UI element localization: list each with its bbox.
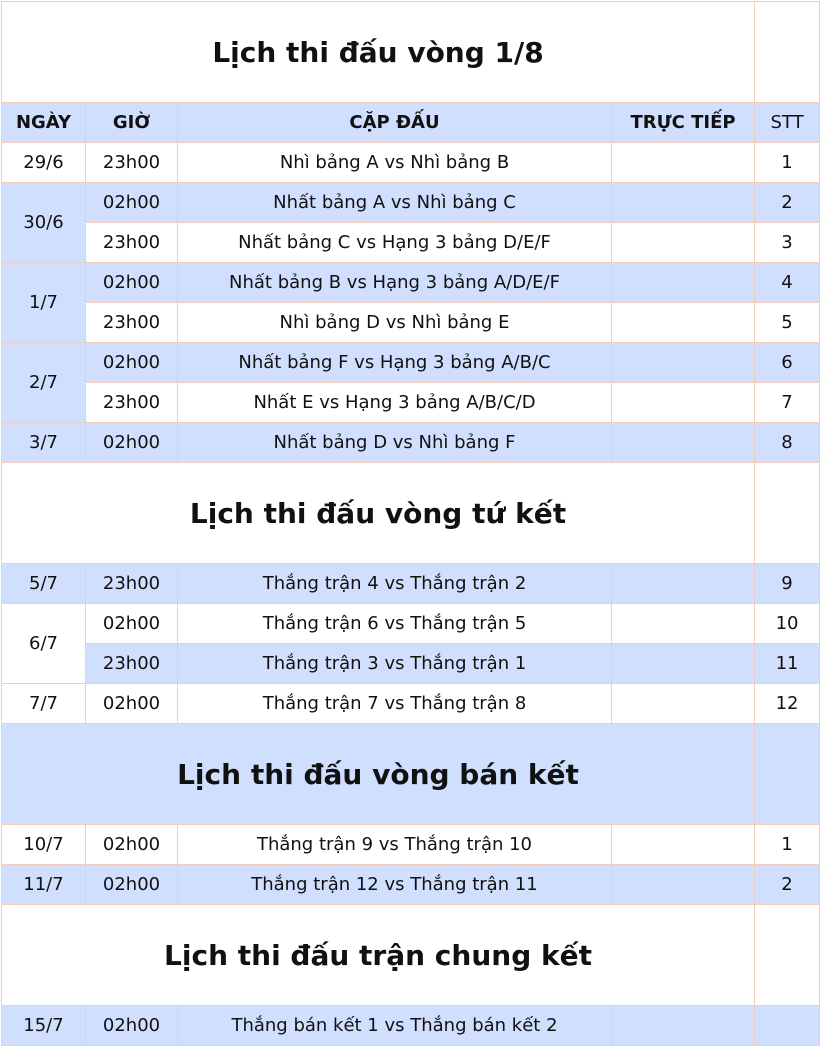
cell-time: 02h00: [86, 1006, 178, 1046]
cell-match: Nhất bảng B vs Hạng 3 bảng A/D/E/F: [178, 263, 612, 303]
cell-day: 15/7: [2, 1006, 86, 1046]
header-live: TRỰC TIẾP: [612, 103, 755, 143]
cell-time: 02h00: [86, 684, 178, 724]
cell-live: [612, 644, 755, 684]
cell-stt: 10: [755, 604, 820, 644]
cell-day: 1/7: [2, 263, 86, 343]
table-row: [2, 564, 820, 604]
cell-match: Nhì bảng D vs Nhì bảng E: [178, 303, 612, 343]
table-row: [2, 644, 820, 684]
cell-match: Nhất bảng C vs Hạng 3 bảng D/E/F: [178, 223, 612, 263]
table-row: [2, 825, 820, 865]
cell-time: 02h00: [86, 263, 178, 303]
cell-match: Nhất bảng A vs Nhì bảng C: [178, 183, 612, 223]
cell-time: 02h00: [86, 183, 178, 223]
header-match: CẶP ĐẤU: [178, 103, 612, 143]
cell-live: [612, 223, 755, 263]
cell-stt: 6: [755, 343, 820, 383]
cell-day: 2/7: [2, 343, 86, 423]
cell-time: 23h00: [86, 644, 178, 684]
cell-day: 5/7: [2, 564, 86, 604]
section-title-row: [2, 2, 820, 103]
cell-match: Nhì bảng A vs Nhì bảng B: [178, 143, 612, 183]
section-title-qf: Lịch thi đấu vòng tứ kết: [2, 463, 755, 564]
cell-live: [612, 143, 755, 183]
table-row: [2, 223, 820, 263]
cell-live: [612, 183, 755, 223]
cell-day: 30/6: [2, 183, 86, 263]
cell-live: [612, 263, 755, 303]
cell-time: 02h00: [86, 865, 178, 905]
cell-day: 10/7: [2, 825, 86, 865]
cell-live: [612, 825, 755, 865]
schedule-table: [1, 1, 820, 1046]
cell-match: Thắng trận 3 vs Thắng trận 1: [178, 644, 612, 684]
cell-match: Thắng trận 4 vs Thắng trận 2: [178, 564, 612, 604]
cell-time: 23h00: [86, 303, 178, 343]
section-title-final: Lịch thi đấu trận chung kết: [2, 905, 755, 1006]
section-title-r16: Lịch thi đấu vòng 1/8: [2, 2, 755, 103]
cell-stt: 5: [755, 303, 820, 343]
cell-match: Nhất E vs Hạng 3 bảng A/B/C/D: [178, 383, 612, 423]
table-row: [2, 343, 820, 383]
cell-time: 02h00: [86, 343, 178, 383]
cell-match: Thắng trận 6 vs Thắng trận 5: [178, 604, 612, 644]
cell-day: 29/6: [2, 143, 86, 183]
cell-match: Thắng trận 9 vs Thắng trận 10: [178, 825, 612, 865]
section-title-row: [2, 724, 820, 825]
section-title-stt-cell: [755, 905, 820, 1006]
section-title-stt-cell: [755, 724, 820, 825]
cell-stt: 1: [755, 143, 820, 183]
cell-match: Nhất bảng D vs Nhì bảng F: [178, 423, 612, 463]
cell-live: [612, 383, 755, 423]
cell-live: [612, 684, 755, 724]
cell-time: 23h00: [86, 564, 178, 604]
table-row: [2, 303, 820, 343]
cell-stt: 2: [755, 865, 820, 905]
cell-match: Nhất bảng F vs Hạng 3 bảng A/B/C: [178, 343, 612, 383]
cell-live: [612, 604, 755, 644]
cell-time: 02h00: [86, 604, 178, 644]
section-title-sf: Lịch thi đấu vòng bán kết: [2, 724, 755, 825]
table-row: [2, 143, 820, 183]
cell-day: 7/7: [2, 684, 86, 724]
cell-stt: 4: [755, 263, 820, 303]
header-day: NGÀY: [2, 103, 86, 143]
table-row: [2, 1006, 820, 1046]
cell-live: [612, 1006, 755, 1046]
cell-time: 02h00: [86, 423, 178, 463]
cell-day: 3/7: [2, 423, 86, 463]
cell-stt: 2: [755, 183, 820, 223]
cell-live: [612, 303, 755, 343]
cell-stt: 3: [755, 223, 820, 263]
cell-match: Thắng bán kết 1 vs Thắng bán kết 2: [178, 1006, 612, 1046]
header-stt: STT: [755, 103, 820, 143]
table-row: [2, 383, 820, 423]
table-row: [2, 684, 820, 724]
cell-live: [612, 865, 755, 905]
cell-stt: [755, 1006, 820, 1046]
header-time: GIỜ: [86, 103, 178, 143]
cell-live: [612, 564, 755, 604]
table-row: [2, 263, 820, 303]
cell-time: 23h00: [86, 383, 178, 423]
cell-time: 23h00: [86, 223, 178, 263]
cell-match: Thắng trận 12 vs Thắng trận 11: [178, 865, 612, 905]
cell-time: 02h00: [86, 825, 178, 865]
cell-stt: 12: [755, 684, 820, 724]
section-title-stt-cell: [755, 2, 820, 103]
cell-live: [612, 423, 755, 463]
cell-live: [612, 343, 755, 383]
cell-day: 6/7: [2, 604, 86, 684]
table-row: [2, 423, 820, 463]
section-title-stt-cell: [755, 463, 820, 564]
section-title-row: [2, 905, 820, 1006]
table-header-row: [2, 103, 820, 143]
cell-match: Thắng trận 7 vs Thắng trận 8: [178, 684, 612, 724]
section-title-row: [2, 463, 820, 564]
cell-time: 23h00: [86, 143, 178, 183]
cell-stt: 8: [755, 423, 820, 463]
cell-stt: 7: [755, 383, 820, 423]
cell-day: 11/7: [2, 865, 86, 905]
cell-stt: 11: [755, 644, 820, 684]
table-row: [2, 865, 820, 905]
cell-stt: 9: [755, 564, 820, 604]
table-row: [2, 183, 820, 223]
cell-stt: 1: [755, 825, 820, 865]
table-row: [2, 604, 820, 644]
